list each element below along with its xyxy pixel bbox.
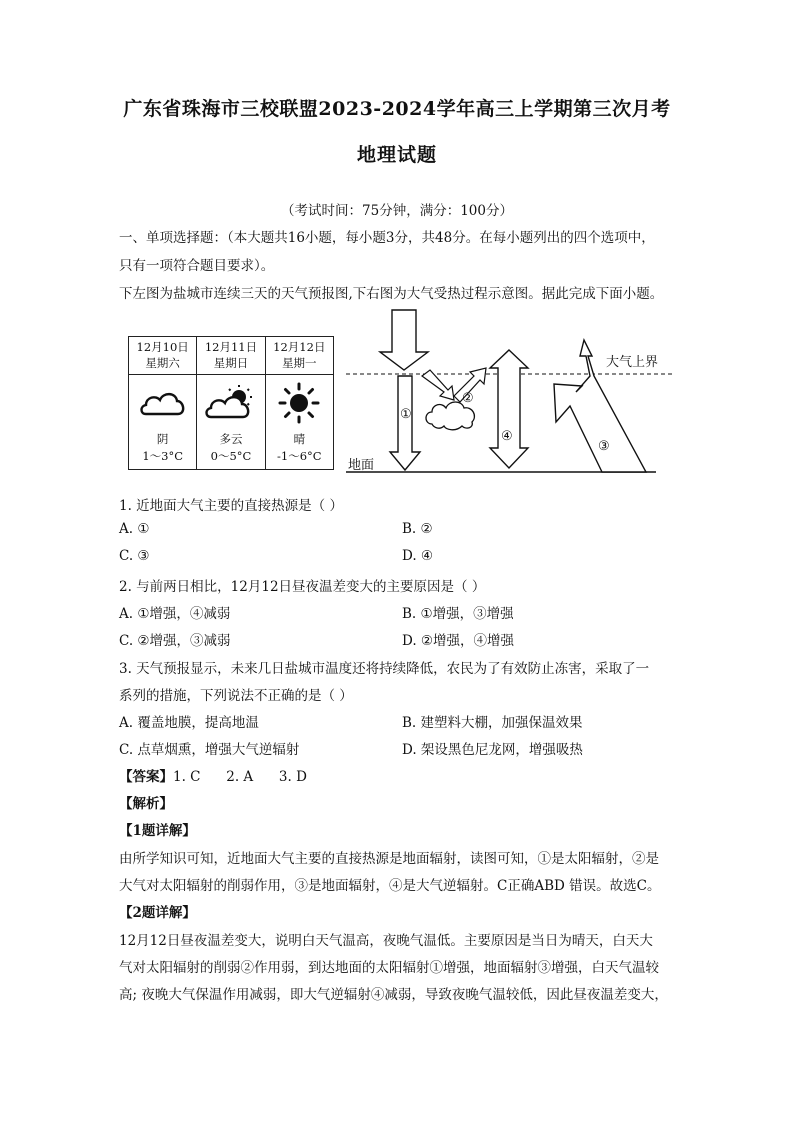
forecast-day-1 <box>129 337 197 469</box>
question-2-option-d: D. ②增强，④增强 <box>402 633 515 649</box>
ground-label: 地面 <box>348 458 375 473</box>
detail-1-label: 【1题详解】 <box>119 823 196 839</box>
question-intro: 下左图为盐城市连续三天的天气预报图,下右图为大气受热过程示意图。据此完成下面小题。 <box>119 286 664 302</box>
question-1-stem: 1. 近地面大气主要的直接热源是（ ） <box>119 498 343 514</box>
forecast-day-3 <box>266 337 333 469</box>
question-2-option-a: A. ①增强，④减弱 <box>119 606 231 622</box>
label-1: ① <box>400 407 412 422</box>
answer-line <box>119 765 307 785</box>
question-3-option-b: B. 建塑料大棚，加强保温效果 <box>402 715 583 731</box>
question-3-stem-line1: 3. 天气预报显示，未来几日盐城市温度还将持续降低，农民为了有效防止冻害，采取了一 <box>119 661 650 677</box>
answer-text: 1. C 2. A 3. D <box>173 769 307 785</box>
exam-title: 广东省珠海市三校联盟2023-2024学年高三上学期第三次月考 <box>123 98 671 120</box>
atmospheric-heating-diagram <box>344 306 674 482</box>
label-2: ② <box>462 391 474 406</box>
exam-subject: 地理试题 <box>356 144 437 166</box>
detail-2-label: 【2题详解】 <box>119 905 196 921</box>
question-3-option-d: D. 架设黑色尼龙网，增强吸热 <box>402 742 583 758</box>
question-1-option-a: A. ① <box>119 521 150 537</box>
question-1-option-b: B. ② <box>402 521 433 537</box>
forecast-date: 12月12日 <box>273 340 326 354</box>
forecast-weekday: 星期一 <box>282 356 317 370</box>
label-3: ③ <box>598 439 610 454</box>
detail-1-line: 由所学知识可知，近地面大气主要的直接热源是地面辐射，读图可知，①是太阳辐射，②是 <box>119 851 659 867</box>
forecast-temp: -1～6°C <box>277 449 322 463</box>
detail-1-line: 大气对太阳辐射的削弱作用，③是地面辐射，④是大气逆辐射。C正确ABD 错误。故选C。 <box>119 878 661 894</box>
forecast-date: 12月10日 <box>136 340 189 354</box>
forecast-date: 12月11日 <box>204 340 258 354</box>
forecast-weather: 多云 <box>219 432 243 446</box>
forecast-weekday: 星期六 <box>145 356 180 370</box>
forecast-temp: 0～5°C <box>210 449 252 463</box>
section-header-line2: 只有一项符合题目要求）。 <box>119 258 275 274</box>
sun-icon <box>277 381 321 425</box>
question-3-option-a: A. 覆盖地膜，提高地温 <box>119 715 259 731</box>
question-2-option-b: B. ①增强，③增强 <box>402 606 514 622</box>
incoming-solar-arrow <box>380 310 428 370</box>
forecast-weekday: 星期日 <box>213 356 249 370</box>
upper-boundary-label: 大气上界 <box>606 355 659 370</box>
forecast-day-2 <box>197 337 265 469</box>
cloud-icon <box>138 386 188 420</box>
partly-cloudy-icon <box>205 383 257 423</box>
weather-forecast-table <box>128 336 334 470</box>
question-2-stem: 2. 与前两日相比，12月12日昼夜温差变大的主要原因是（ ） <box>119 579 486 595</box>
detail-2-line: 12月12日昼夜温差变大，说明白天气温高，夜晚气温低。主要原因是当日为晴天，白天大 <box>119 933 653 949</box>
question-3-option-c: C. 点草烟熏，增强大气逆辐射 <box>119 742 300 758</box>
forecast-temp: 1～3°C <box>142 449 183 463</box>
section-header-line1: 一、单项选择题：（本大题共16小题，每小题3分，共48分。在每小题列出的四个选项中， <box>119 230 655 246</box>
cloud-shape <box>426 402 474 430</box>
question-2-option-c: C. ②增强，③减弱 <box>119 633 231 649</box>
forecast-weather: 阴 <box>156 432 169 446</box>
analysis-label: 【解析】 <box>119 796 173 812</box>
detail-2-line: 气对太阳辐射的削弱②作用弱，到达地面的太阳辐射①增强，地面辐射③增强，白天气温较 <box>119 960 659 976</box>
forecast-weather: 晴 <box>293 432 306 446</box>
arrow-1-solar-radiation <box>390 376 420 470</box>
detail-2-line: 高; 夜晚大气保温作用减弱，即大气逆辐射④减弱，导致夜晚气温较低，因此昼夜温差变大， <box>119 987 668 1003</box>
question-3-stem-line2: 系列的措施，下列说法不正确的是（ ） <box>119 688 353 704</box>
answer-label: 【答案】 <box>119 769 173 785</box>
arrow-4-atmospheric-counter-radiation <box>490 350 528 468</box>
question-1-option-c: C. ③ <box>119 548 150 564</box>
question-1-option-d: D. ④ <box>402 548 434 564</box>
label-4: ④ <box>501 429 513 444</box>
exam-info: （考试时间：75分钟，满分：100分） <box>281 203 513 219</box>
